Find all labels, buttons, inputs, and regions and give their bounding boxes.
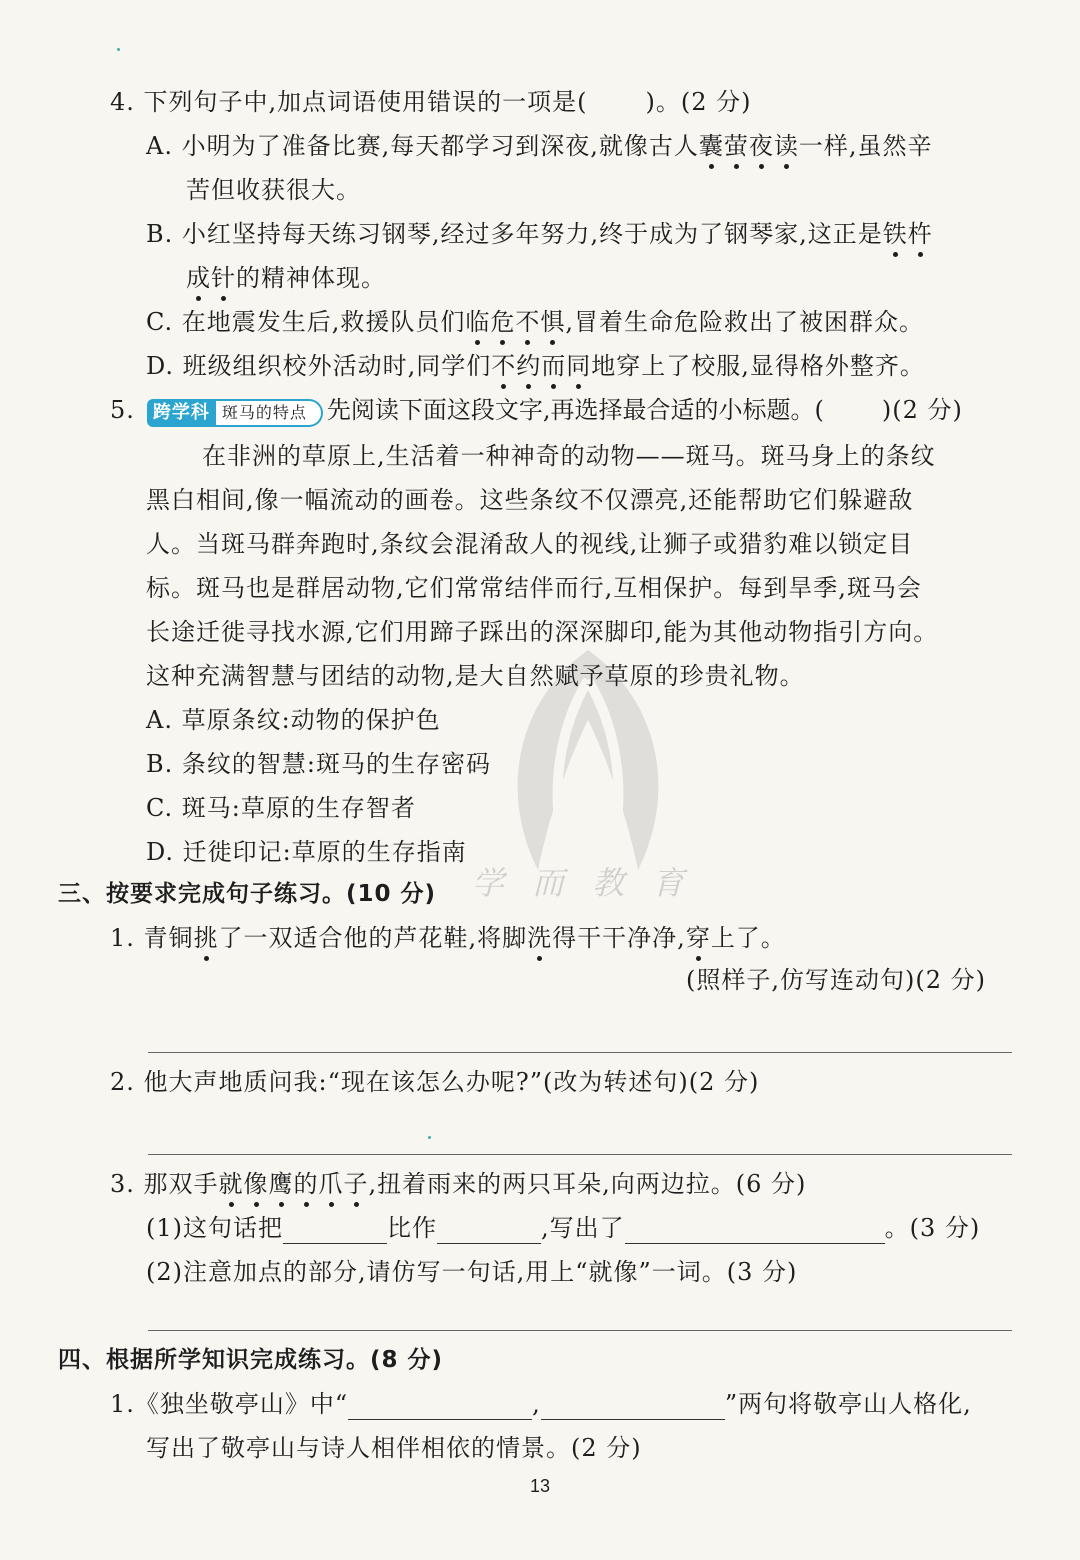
- q5-option-b: B. 条纹的智慧:斑马的生存密码: [146, 750, 491, 778]
- s4-q1: 1.《独坐敬亭山》中“ , ”两句将敬亭山人格化,: [110, 1390, 972, 1418]
- section-3-title: 三、按要求完成句子练习。(10 分): [58, 881, 437, 907]
- fill-blank[interactable]: [348, 1393, 532, 1420]
- q4-option-a-cont: 苦但收获很大。: [186, 176, 361, 204]
- fill-blank[interactable]: [437, 1217, 541, 1244]
- q5-option-d: D. 迁徙印记:草原的生存指南: [146, 838, 467, 866]
- cross-subject-tag: 跨学科 斑马的特点: [147, 396, 323, 424]
- passage-line: 人。当斑马群奔跑时,条纹会混淆敌人的视线,让狮子或猎豹难以锁定目: [146, 530, 914, 558]
- s3-q2: 2. 他大声地质问我:“现在该怎么办呢?”(改为转述句)(2 分): [110, 1068, 760, 1096]
- q4-option-b-cont: 成针的精神体现。: [186, 264, 386, 292]
- q4-option-b: B. 小红坚持每天练习钢琴,经过多年努力,终于成为了钢琴家,这正是铁杵: [146, 220, 933, 248]
- section-4-title: 四、根据所学知识完成练习。(8 分): [58, 1347, 444, 1373]
- speck: [428, 1136, 431, 1139]
- watermark-text: 学而教育: [472, 864, 713, 902]
- answer-line[interactable]: [148, 1330, 1012, 1331]
- s4-q1-cont: 写出了敬亭山与诗人相伴相依的情景。(2 分): [146, 1434, 642, 1462]
- passage-line: 这种充满智慧与团结的动物,是大自然赋予草原的珍贵礼物。: [146, 662, 805, 690]
- fill-blank[interactable]: [283, 1217, 387, 1244]
- passage-line: 在非洲的草原上,生活着一种神奇的动物——斑马。斑马身上的条纹: [202, 442, 936, 470]
- passage-line: 长途迁徙寻找水源,它们用蹄子踩出的深深脚印,能为其他动物指引方向。: [146, 618, 939, 646]
- s3-q3: 3. 那双手就像鹰的爪子,扭着雨来的两只耳朵,向两边拉。(6 分): [110, 1170, 807, 1198]
- page-number: 13: [529, 1476, 551, 1496]
- s3-q3-part2: (2)注意加点的部分,请仿写一句话,用上“就像”一词。(3 分): [146, 1258, 798, 1286]
- passage-line: 黑白相间,像一幅流动的画卷。这些条纹不仅漂亮,还能帮助它们躲避敌: [146, 486, 914, 514]
- q4-option-d: D. 班级组织校外活动时,同学们不约而同地穿上了校服,显得格外整齐。: [146, 352, 925, 380]
- passage-line: 标。斑马也是群居动物,它们常常结伴而行,互相保护。每到旱季,斑马会: [146, 574, 922, 602]
- q5-option-c: C. 斑马:草原的生存智者: [146, 794, 416, 822]
- fill-blank[interactable]: [625, 1217, 885, 1244]
- s3-q1: 1. 青铜挑了一双适合他的芦花鞋,将脚洗得干干净净,穿上了。: [110, 924, 786, 952]
- q4-option-a: A. 小明为了准备比赛,每天都学习到深夜,就像古人囊萤夜读一样,虽然辛: [146, 132, 933, 160]
- q4-option-c: C. 在地震发生后,救援队员们临危不惧,冒着生命危险救出了被困群众。: [146, 308, 925, 336]
- q5-stem: 5. 跨学科 斑马的特点 先阅读下面这段文字,再选择最合适的小标题。( )(2 分): [110, 394, 963, 426]
- speck: [117, 48, 120, 51]
- s3-q3-part1: (1)这句话把 比作 ,写出了 。(3 分): [146, 1214, 981, 1242]
- s3-q1-requirement: (照样子,仿写连动句)(2 分): [686, 966, 986, 994]
- q4-stem: 4. 下列句子中,加点词语使用错误的一项是( )。(2 分): [110, 88, 752, 116]
- answer-line[interactable]: [148, 1154, 1012, 1155]
- fill-blank[interactable]: [541, 1393, 725, 1420]
- answer-line[interactable]: [148, 1052, 1012, 1053]
- q5-option-a: A. 草原条纹:动物的保护色: [146, 706, 441, 734]
